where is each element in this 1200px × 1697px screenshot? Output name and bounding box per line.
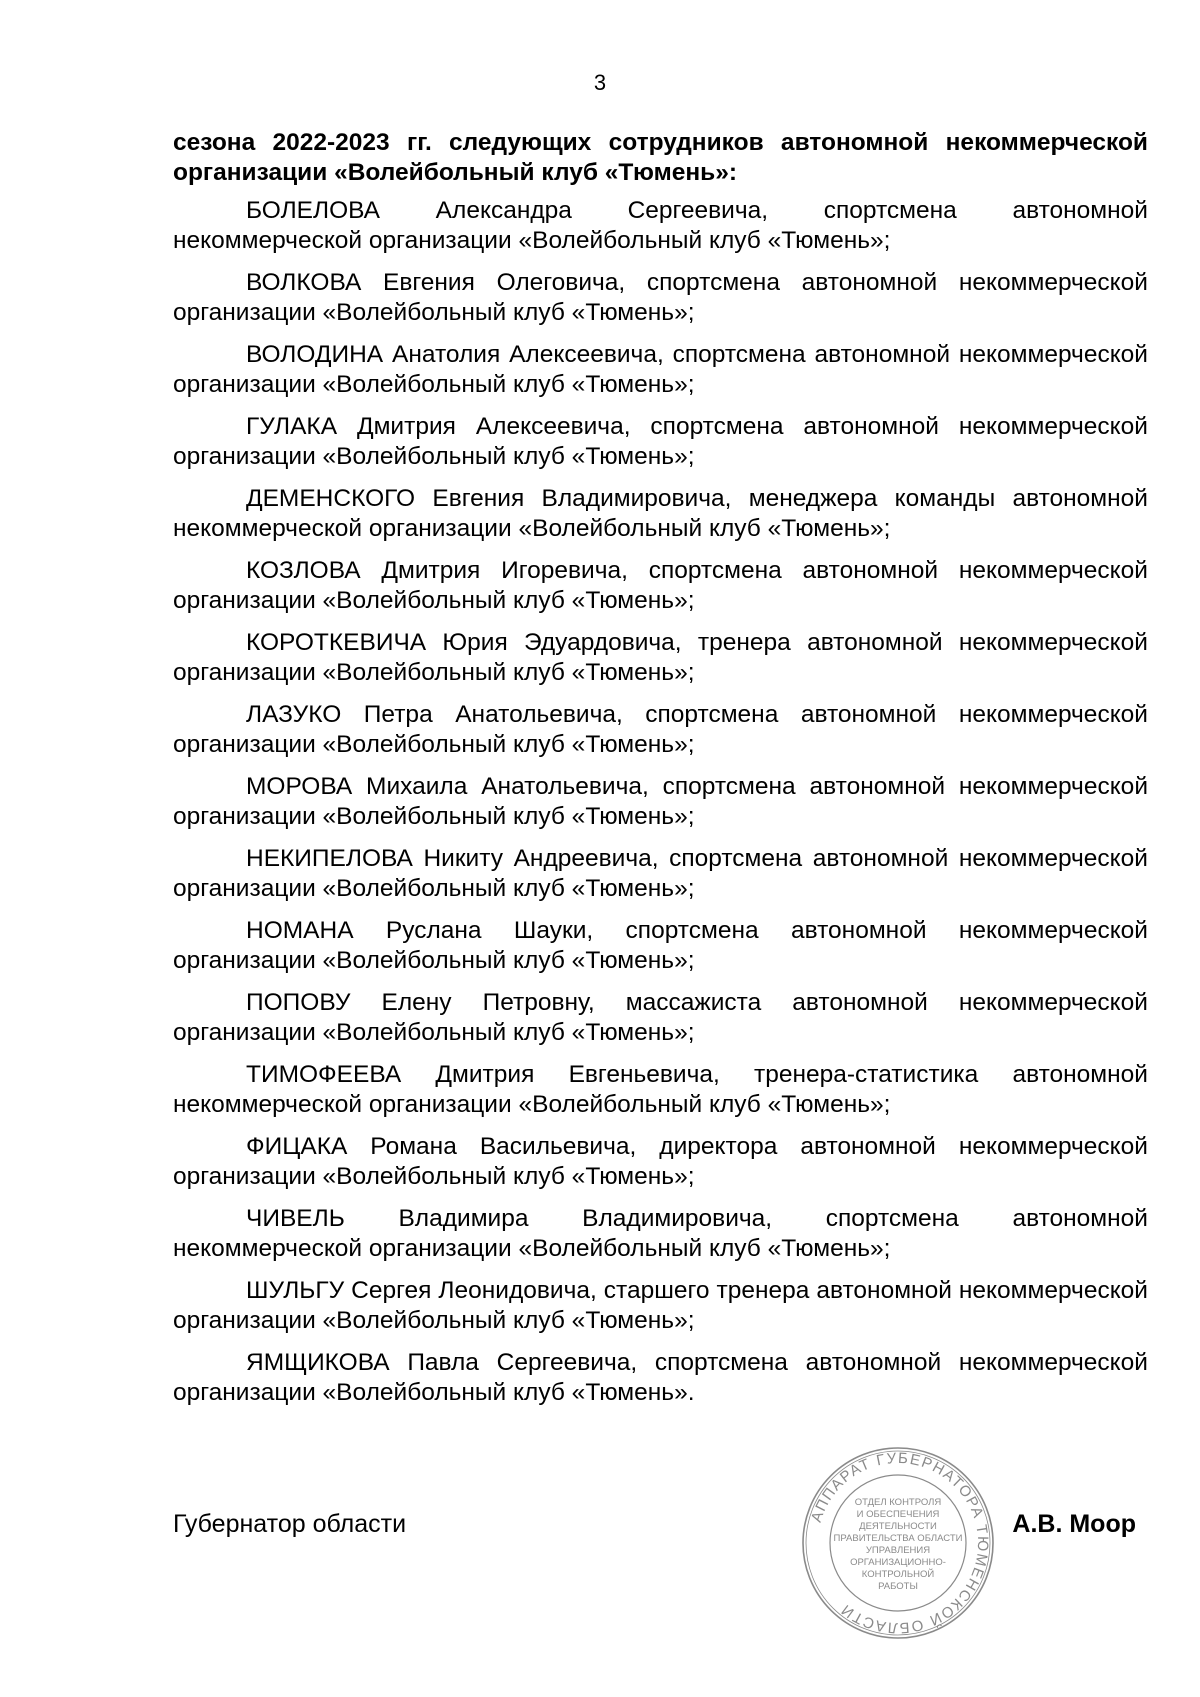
seal-inner-line: ОРГАНИЗАЦИОННО- <box>850 1557 946 1568</box>
signature-block <box>173 1510 1148 1550</box>
list-item: ВОЛКОВА Евгения Олеговича, спортсмена автономной некоммерческой организации «Волейбольный клуб «Тюмень»; <box>173 269 1148 326</box>
seal-inner-line: КОНТРОЛЬНОЙ <box>861 1569 935 1580</box>
list-item: ДЕМЕНСКОГО Евгения Владимировича, менеджера команды автономной некоммерческой организации «Волейбольный клуб «Тюмень»; <box>173 485 1148 542</box>
list-item: ЛАЗУКО Петра Анатольевича, спортсмена автономной некоммерческой организации «Волейбольный клуб «Тюмень»; <box>173 701 1148 758</box>
seal-outer-text: АППАРАТ ГУБЕРНАТОРА ТЮМЕНСКОЙ ОБЛАСТИ <box>807 1449 992 1637</box>
list-item: КОЗЛОВА Дмитрия Игоревича, спортсмена автономной некоммерческой организации «Волейбольный клуб «Тюмень»; <box>173 557 1148 614</box>
list-item: МОРОВА Михаила Анатольевича, спортсмена автономной некоммерческой организации «Волейбольный клуб «Тюмень»; <box>173 773 1148 830</box>
list-item: НОМАНА Руслана Шауки, спортсмена автономной некоммерческой организации «Волейбольный клуб «Тюмень»; <box>173 917 1148 974</box>
list-item: БОЛЕЛОВА Александра Сергеевича, спортсмена автономной некоммерческой организации «Волейбольный клуб «Тюмень»; <box>173 197 1148 254</box>
document-body <box>173 128 1148 1420</box>
seal-inner-line: ОТДЕЛ КОНТРОЛЯ <box>854 1497 942 1508</box>
list-item: ЧИВЕЛЬ Владимира Владимировича, спортсмена автономной некоммерческой организации «Волейбольный клуб «Тюмень»; <box>173 1205 1148 1262</box>
list-item: ЯМЩИКОВА Павла Сергеевича, спортсмена автономной некоммерческой организации «Волейбольный клуб «Тюмень». <box>173 1349 1148 1406</box>
list-item: НЕКИПЕЛОВА Никиту Андреевича, спортсмена автономной некоммерческой организации «Волейбольный клуб «Тюмень»; <box>173 845 1148 902</box>
seal-inner-line: ДЕЯТЕЛЬНОСТИ <box>859 1521 937 1532</box>
intro-paragraph: сезона 2022-2023 гг. следующих сотрудников автономной некоммерческой организации «Волейбольный клуб «Тюмень»: <box>173 129 1148 186</box>
signatory-position: Губернатор области <box>173 1510 407 1538</box>
seal-inner-line: ПРАВИТЕЛЬСТВА ОБЛАСТИ <box>833 1533 963 1544</box>
list-item: КОРОТКЕВИЧА Юрия Эдуардовича, тренера автономной некоммерческой организации «Волейбольный клуб «Тюмень»; <box>173 629 1148 686</box>
page-number: 3 <box>593 70 607 95</box>
list-item: ШУЛЬГУ Сергея Леонидовича, старшего тренера автономной некоммерческой организации «Волейбольный клуб «Тюмень»; <box>173 1277 1148 1334</box>
seal-inner-line: РАБОТЫ <box>878 1581 918 1592</box>
list-item: ФИЦАКА Романа Васильевича, директора автономной некоммерческой организации «Волейбольный клуб «Тюмень»; <box>173 1133 1148 1190</box>
list-item: ВОЛОДИНА Анатолия Алексеевича, спортсмена автономной некоммерческой организации «Волейбольный клуб «Тюмень»; <box>173 341 1148 398</box>
list-item: ГУЛАКА Дмитрия Алексеевича, спортсмена автономной некоммерческой организации «Волейбольный клуб «Тюмень»; <box>173 413 1148 470</box>
list-item: ПОПОВУ Елену Петровну, массажиста автономной некоммерческой организации «Волейбольный клуб «Тюмень»; <box>173 989 1148 1046</box>
official-stamp-icon <box>800 1445 996 1641</box>
seal-inner-line: УПРАВЛЕНИЯ <box>865 1545 931 1556</box>
signatory-name: А.В. Моор <box>1012 1510 1136 1538</box>
seal-inner-line: И ОБЕСПЕЧЕНИЯ <box>856 1509 940 1520</box>
list-item: ТИМОФЕЕВА Дмитрия Евгеньевича, тренера-статистика автономной некоммерческой организации «Волейбольный клуб «Тюмень»; <box>173 1061 1148 1118</box>
